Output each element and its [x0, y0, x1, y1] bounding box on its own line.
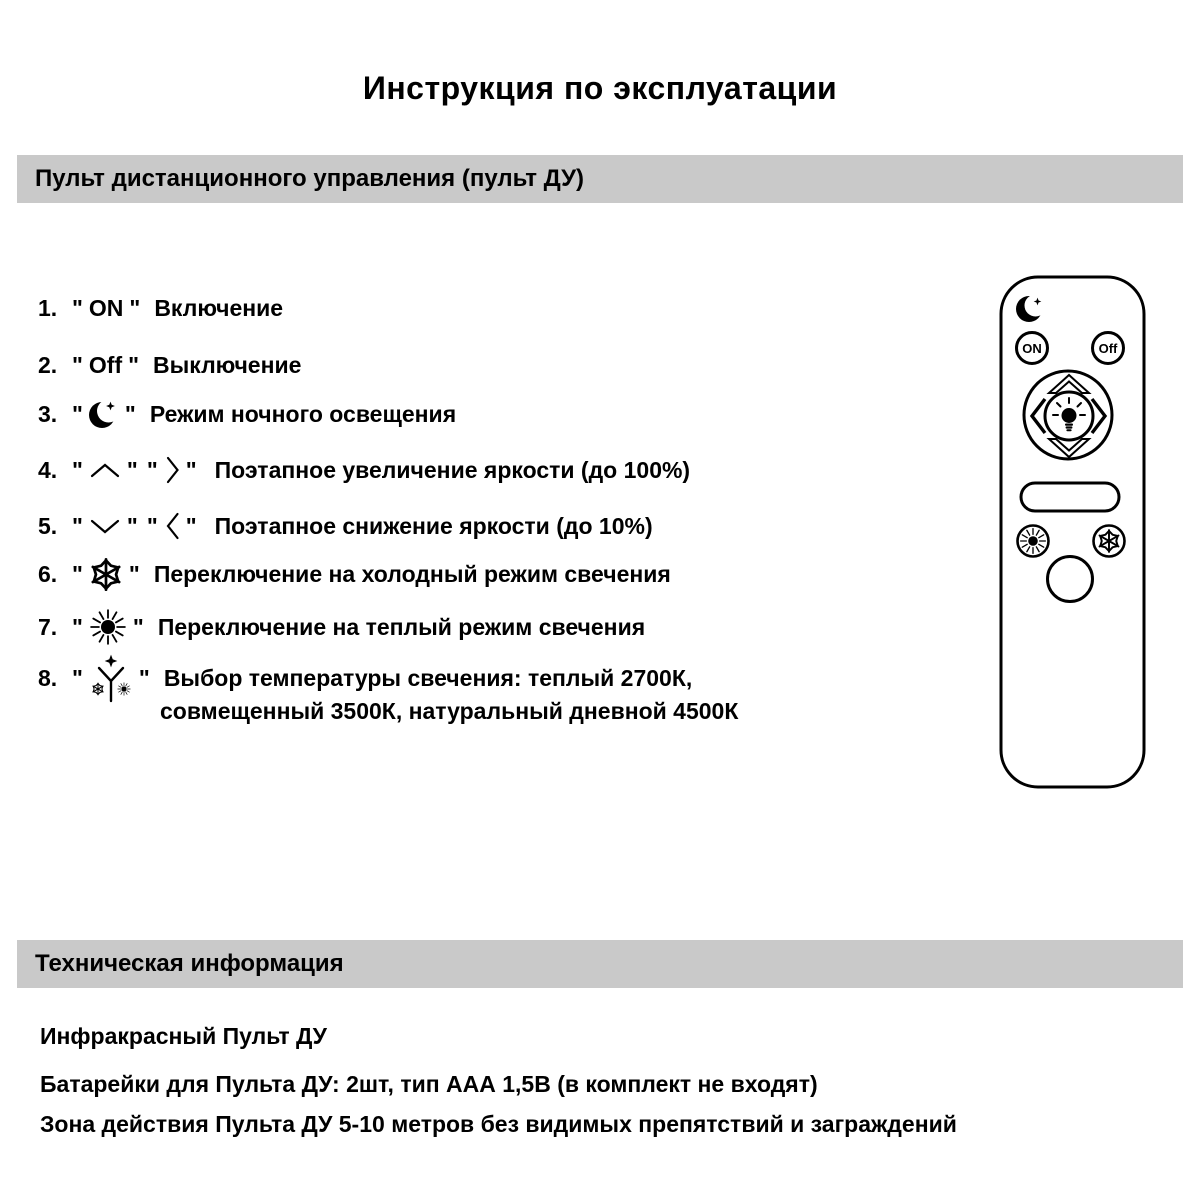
item-description: Поэтапное увеличение яркости (до 100%): [214, 456, 691, 483]
remote-control-illustration: [999, 275, 1146, 794]
quote-mark: ": [129, 294, 141, 321]
item-description-line1: Выбор температуры свечения: теплый 2700К,: [163, 664, 693, 691]
list-item-3: [38, 396, 456, 432]
quote-mark: ": [185, 456, 197, 483]
quote-mark: ": [128, 351, 140, 378]
item-description: Переключение на холодный режим свечения: [153, 560, 671, 587]
item-description: Режим ночного освещения: [149, 400, 457, 427]
item-description: Выключение: [153, 351, 302, 378]
off-label: Off: [88, 351, 123, 378]
item-number: 6.: [38, 560, 58, 587]
section-bar-tech: [17, 940, 1183, 988]
item-number: 4.: [38, 456, 58, 483]
svg-text:ON: ON: [1022, 341, 1042, 356]
quote-mark: ": [72, 664, 83, 691]
item-number: 5.: [38, 512, 58, 539]
quote-mark: ": [185, 512, 197, 539]
pill-button: [1021, 483, 1119, 511]
item-number: 7.: [38, 613, 58, 640]
quote-mark: ": [72, 560, 83, 587]
warm-mode-button: [1018, 526, 1049, 557]
item-description: Переключение на теплый режим свечения: [157, 613, 646, 640]
section-heading: Техническая информация: [35, 950, 344, 977]
item-number: 8.: [38, 664, 58, 691]
chevron-up-icon: [89, 461, 121, 479]
quote-mark: ": [72, 456, 83, 483]
list-item-6: [38, 556, 671, 592]
crescent-moon-star-icon: [89, 398, 119, 430]
section-bar-remote: [17, 155, 1183, 203]
item-description-line2: совмещенный 3500К, натуральный дневной 4500К: [160, 697, 739, 724]
quote-mark: ": [124, 400, 136, 427]
quote-mark: ": [126, 456, 138, 483]
quote-mark: ": [72, 613, 83, 640]
tech-info-line-1: Инфракрасный Пульт ДУ: [40, 1023, 327, 1049]
list-item-4: [38, 452, 690, 488]
chevron-down-icon: [89, 517, 121, 535]
quote-mark: ": [126, 512, 138, 539]
item-description: Поэтапное снижение яркости (до 10%): [214, 512, 653, 539]
quote-mark: ": [72, 294, 83, 321]
quote-mark: ": [146, 512, 158, 539]
page-title: Инструкция по эксплуатации: [362, 70, 838, 106]
tech-info-line-3: Зона действия Пульта ДУ 5-10 метров без видимых препятствий и заграждений: [40, 1111, 957, 1137]
cold-mode-button: [1094, 526, 1125, 557]
list-item-2: [38, 347, 301, 383]
svg-text:Off: Off: [1098, 341, 1118, 356]
quote-mark: ": [72, 400, 83, 427]
round-button: [1048, 557, 1093, 602]
section-heading: Пульт дистанционного управления (пульт ДУ): [35, 165, 584, 192]
item-description: Включение: [154, 294, 284, 321]
list-item-1: [38, 290, 283, 326]
quote-mark: ": [128, 560, 140, 587]
item-number: 2.: [38, 351, 58, 378]
quote-mark: ": [146, 456, 158, 483]
color-temperature-select-icon: [89, 653, 133, 703]
sun-icon: [89, 608, 127, 646]
item-number: 1.: [38, 294, 58, 321]
list-item-5: [38, 508, 653, 544]
on-button: [1017, 333, 1048, 364]
on-label: ON: [88, 294, 124, 321]
angle-right-icon: [164, 455, 180, 485]
list-item-8-line2: [160, 693, 738, 729]
snowflake-icon: [89, 557, 123, 591]
tech-info-line-2: Батарейки для Пульта ДУ: 2шт, тип ААА 1,5В (в комплект не входят): [40, 1071, 818, 1097]
quote-mark: ": [132, 613, 144, 640]
quote-mark: ": [72, 512, 83, 539]
quote-mark: ": [138, 664, 150, 691]
quote-mark: ": [72, 351, 83, 378]
list-item-7: [38, 609, 645, 645]
off-button: [1093, 333, 1124, 364]
item-number: 3.: [38, 400, 58, 427]
angle-left-icon: [164, 511, 180, 541]
